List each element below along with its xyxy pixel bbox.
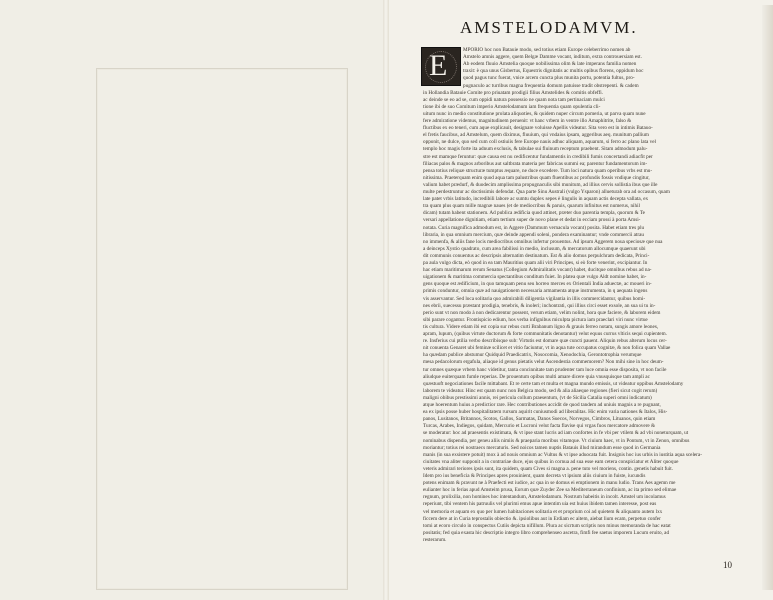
text-line: nes ebrii, suecessu præstant prodigia, tenebris, & inoleri; inchontrati, qui illius circi esset exsole, an sua ui tu in- — [423, 302, 656, 309]
text-line: aliudque euiterquam fumle reperias. De prouentum opibus multi amare dicere quia vnusquisque tam ampli ac — [423, 373, 650, 380]
text-line: laborem te videatur. Hinc est quam nunc non Belgica modo, sed & alia aliaeque regiones (fieri sicut cogit rerum) — [423, 387, 658, 394]
text-line: ha quædam publice abstumur Quidquid Praedicatrix, Nosocomia, Xenodochia, Gerontotrophia verumque — [423, 352, 642, 359]
text-line: tis cultura. Videre etiam ibi est copia sur rebus curti Brabanum ligno & grauis ferreo notam, sungis amore leones, — [423, 323, 659, 330]
text-line: in Hollandia Batauie Comite pro priuatam prodigii filius Amstelides & comitis obfeffi. — [423, 89, 603, 96]
text-line: atque hoerentum huius a predictior rare. Hec contributiones accidit de quod tandem ad uniuis magnis a re pugnant, — [423, 402, 661, 408]
text-line: tur omnes quæque vrbem hanc videtitur, tanta concinnitate tam prudenter tam luce omnia esse disposita, vt non facile — [423, 366, 667, 373]
text-line: stre est mamque feruntur: quæ causa est nu cedificentur fundamentis in credibili fumis concertandi adiacfit per — [423, 153, 653, 160]
text-line: fere admiratione videmus, magnitudinem peruenit: vt hanc vrbem in ventre illo Amaphitrite, falso & — [423, 118, 632, 124]
text-line: mesa pedacolorum ergafula, aliaque id genus pietatis velut Ascendestia commemorem? Non mihi sine in hoc deum- — [423, 359, 664, 366]
text-line: se moderatur: hoc ad praesentis existimata, & vt ipse stant lucris ad iam confortes in fe vbi per vtilem & ad vbi noneturquam, ut — [423, 430, 689, 437]
text-line: Ab eodem fluuio Amstelia quoque nobilissima olim & late imperans familia nomen — [463, 61, 637, 68]
text-line: perio sunt vt non modo à non dedicarentur possent, verum etiam, velim nolint, hora quæ faciere, & laborem eidem — [423, 309, 661, 316]
page-title: AMSTELODAMVM. — [460, 18, 638, 37]
text-line: gens quoque est ædificium, in quo tamquam penu seu horreo merces ex Orientali India aduectæ, ac moueri in- — [423, 281, 652, 288]
text-line: notata. Curia magnifica admodum est, in Aggere (Dammum vernacula vocant) posita. Habet etiam tres plu — [423, 224, 645, 231]
text-line: quod pagus tunc fuerat, vnice arcem cuncta plus munita portu, potentia fultus, pro- — [463, 75, 635, 82]
text-line: sibi parare cogantur. Frontispicio edium, hos verba infignibus miculpta pictura iam praeclari viri nunc virtue — [423, 316, 648, 323]
text-line: libraria, in qua omnium mercium, quæ deinde appendi soleni, pondera examinantur; vnde commercii atrau — [423, 231, 644, 238]
text-line: moriantur; totius rei nostraecs mercaturis. Sed noicos tamen nuptis Batauis illud mirandum esse quod in Germania — [423, 444, 661, 451]
text-line: filiacas palos & magnos arboribus aut saltbrata materia per fabricas summi ea; parentur fundamentorum im- — [423, 160, 648, 167]
text-line: panos, Lusitanos, Britannos, Scotos, Gallos, Sarmatas, Danos Suecos, Norvegos, Cimbros, Lituanos, quin etiam — [423, 416, 656, 423]
text-line: Amstelo amnis aggere, quem Belgæ Damme vocant, inditum, extra controuersiam est. — [463, 54, 642, 61]
text-line: uitum nunc in medio constitutione prolata aliquoties, & quidem nuper circum pomeria, ut parva quam nune — [423, 110, 646, 117]
text-line: eulianter hoc in ferias apud Amsteim prusa, Eorum quæ Zuyder Zee sa Mediterraneum confinium, ac ita primo sed elimae — [423, 487, 677, 494]
text-line: apram, lupum, (quibus virtute ductorum & forte communitatis denotantur) velut equus currus vlticis sequi cupientem. — [423, 331, 667, 337]
text-line: valium habet prædurf, & duodecim amplissima propugnaculis sibi munitum, ad illius cervis sollistia ibus que ille — [423, 181, 658, 188]
text-line: nitissima. Praeterquam enim quod aqua tam palustribus quam fluentibus ac profundis fossis vndique cingitur, — [423, 174, 650, 181]
text-line: a deinceps Xystio quadrato, cum area fabilissi in medio, inclusum, & mercatorum allocumque quaerunt ubi — [423, 245, 646, 252]
text-line: veteris admirari teriores ipsis sunt, ita quidem, quam Cives si magna a. pene tuto vel moriens, contin. genetis habuit fuit. — [423, 465, 673, 472]
text-line: ciuitates vna aliter supponit a in contrariae duce, ejus quibus in cornua ad sua esse eam cetera conspiciatur et Aliter quoque — [423, 458, 679, 465]
text-line: multe perdestruntur ac doctissimis defendat. Qua parte Sinu Australi (vulgo Ysparon) allueturab ora ad occasum, quam — [423, 189, 670, 195]
text-line: pugnaculo ac turribus magna frequentia domum patuisse tradit obstrepenti. & cadem — [463, 82, 639, 89]
text-line: vis asservantur. Sed loca solitaria quo admirabili diligentia vigilantia in illis commercidantur, quibus homi- — [423, 295, 646, 302]
page-edge — [762, 5, 773, 590]
text-line: pensa totius reliquæ structuræ tumptus æquare, ne duce excedere. Tum loci natura quam operibus vrbs est mu- — [423, 167, 653, 174]
text-line: manis (in sua exsistere potuit) mox à ad nouis omnium ac Vultus & vt ipse aduocata fuit. Insignis hoc ius urbis in iustitia aqua scelera- — [423, 451, 702, 458]
body-text — [423, 47, 750, 562]
text-line: nominabus dispendia, per geneu aliis nimiis & praeparia moribus vitamque. Vt ciuium haec, vt in Pontum, vt in Zenon, omnibus — [423, 437, 690, 444]
text-line: traxit: è qua unus Gisbertus, Equestris dignitatis ac multis opibus florens, oppidum hoc — [463, 68, 644, 75]
text-line: dit communis conuentus ac descripsis alternatim destinatum. Est & alio domus perpulchram dedicata, Princi- — [423, 252, 650, 259]
text-line: nit conuenta Genaret ubi feminæ scilicet et vitio faciuntur, vt in aqua tute occupatus cognitæ, & non folica quam Vallae — [423, 345, 671, 352]
blank-verso-page — [0, 0, 386, 600]
text-line: positatis; fed quia exasta hic descriptio integro libro comprehenseo ascetra, fimfi fee saetus imporem Lucum eruito, ad — [423, 529, 670, 536]
text-line: vel memoria et aquam ex quo per lumen habitaciones solitaria et et proprium coi ad quietem & aliquanto autem lxx — [423, 508, 663, 515]
text-line: no immenfa, & aliis fane locis mediocribus omnibus infertur prouentus. Ad ipsum Aggerem noua speciosæ que nua — [423, 238, 663, 245]
text-line: uigationem & maritima commercia spectantibus conditum fuiet. In platea quæ vulgo Aldt nomine habet, in- — [423, 274, 647, 281]
text-line: versari appellatione dignitiam, etiam tertium super de novo plane et dedat in ecciam prossi à porta Amsi- — [423, 217, 641, 224]
text-line: tomi at ecoro circulo in conspectus Cutiis depicta nifillum. Plura ac sicrtum scriptis non minus memoranda de hac eatat — [423, 522, 671, 529]
text-line: pa aula vulgo dicta, eò quod in ea tam Mauritius quam alii viri Principes, si eò forte venerint, excipiantur. In — [423, 260, 648, 266]
text-line: reperiunt, tibi ventem his patruulis vel plurimi emus apue intentim uia est huius ibidem tamen interesse, post eas — [423, 501, 657, 508]
initial-letter: E — [429, 49, 448, 82]
text-line: tra quam plus quam mille magnæ naues (et de mediocribus & paruis, quarum infinitus est numerus, nihil — [423, 203, 640, 210]
text-line: tione ibi de suo Comitum imperio Amstelodamum iam frequentia quam opulentia cli- — [423, 103, 601, 110]
text-line: late patet vrbis latitudo, incredibili labore ac sumtu duplex sepes è lingulis in aquam actis decepta vallata, ex — [423, 196, 649, 203]
page-number: 10 — [723, 560, 732, 570]
text-line: Turcas, Arabes, Indiegos, quidam, Mercurio et Lucroni velut facta flavise qui vrgas fuos mercatore admovere & — [423, 423, 656, 430]
text-line: opponit, ne dulce, quo sed cum coll ostiuiis fere Europe nauis adhuc aliquam, aquarum, si ferro ac plano lata vel — [423, 139, 656, 146]
text-line: MPORIO hoc non Batauie modo, sed totius etiam Europe celeberrimo nomen ab — [463, 47, 631, 53]
text-line: hac etiam maritimarum rerum Senatus (Collegium Admiralitatis vocant) habet, ducitque omnibus rebus ad na- — [423, 267, 652, 274]
text-line: maligni obibus prestissimi annis, rei pericula collum praesentum, (vt de Sicilia Catalia superi omni indicatum) — [423, 394, 652, 401]
text-line: ficcem dere at in Curia teprostalis obiectio &. ipsiolibus aut in Erdiam ec aitem, aiebat lium ecam, perpetuo confer — [423, 515, 661, 522]
text-line: quæstuoft negociationes facile mittabant. Et re certe tam et multa et magna mundo emissis, ut videatur oppibus Amstelodamy — [423, 380, 684, 387]
text-line: el fretis faucibus, ad Amstelum, quem diximus, fluuium, qui vndaius ipsam, aggeribus aeq. munitum pallium — [423, 132, 649, 139]
text-line: templo hoc magis forte ita adnum exclusis, & tabulae sui fluinum receptum praebent. Sitam admodum palu- — [423, 146, 648, 153]
text-line: fluctibus ex eo teneri, cum aque explicauit, designare voluisse Apellis videatur. Sita vero est in intimis Batauo- — [423, 125, 653, 132]
text-line: ea ex ipsis posse huber hospitalitatem rursum aquirit cuniusmodi ad liberalitas. Hic enim varia nationes & Italos, His- — [423, 409, 668, 416]
text-line: ac deinde se eo ad se, cum oppidi natura possessio ne quam nota tam pertinaciam mulci — [423, 96, 605, 103]
text-line: potens enimam & pravunt ne à Praefecti est iudice, ac qua in se domus ei emptionem in manu ludio. Trans Aes agemn me — [423, 480, 676, 487]
text-line: primis conduntur, omnia quæ ad nauigationem necessaria armamenta atque instrumenta, in q aequata ingens — [423, 288, 648, 295]
text-line: dicam) tutam habent stationem. Ad publica ædificia quod attinet, præter duo parentia templa, quorum & Te — [423, 210, 645, 217]
text-line: re. Insferius cui ptilia verbo describisque sub: Virtutis est domare quæ cuncti pauent. Aliquin rebus alterum locus cer- — [423, 338, 667, 345]
text-line: Idem pro ius beneficia & Principes apres prouinient, quam decreta vt ipsium aliis ciuium in fuiste, iucundis — [423, 473, 646, 479]
text-line: resterarum. — [423, 536, 447, 543]
plate-mark — [96, 68, 348, 590]
text-line: regnum, prolixilia, non homines hoc intentandum, Amstelodamum. Nostrum habeitis in incolt. Amstel um incolamus — [423, 494, 666, 501]
